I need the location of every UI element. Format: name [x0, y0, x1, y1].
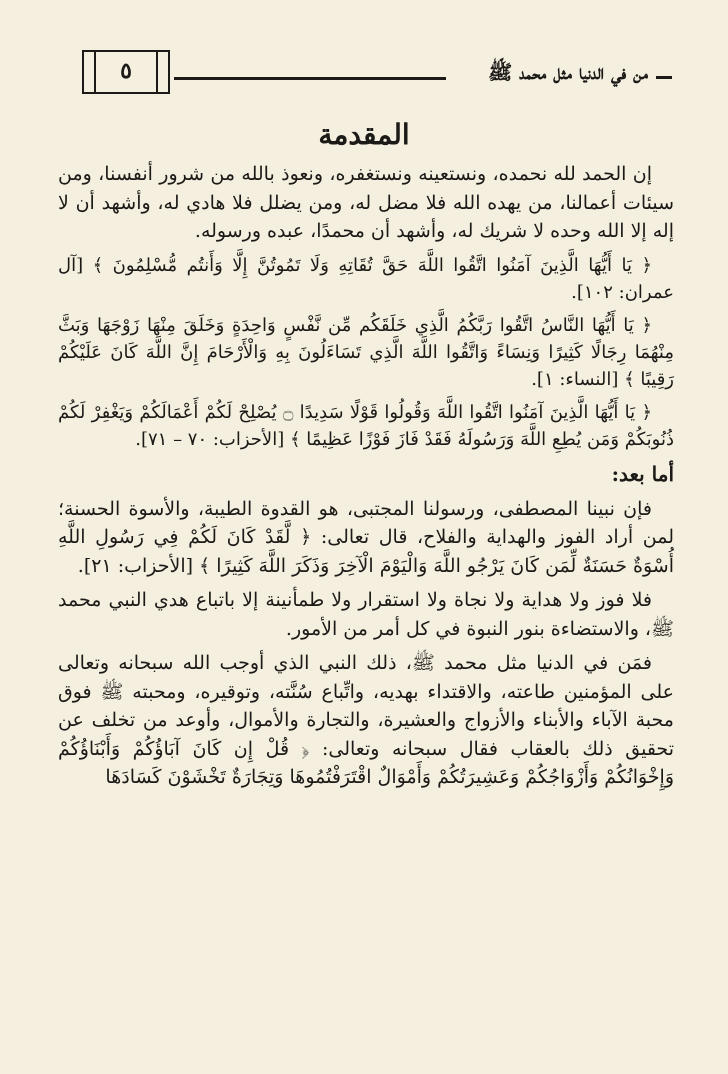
section-title: المقدمة [318, 118, 410, 151]
running-title: من في الدنيا مثل محمد ﷺ [488, 60, 648, 84]
page-number-box [82, 50, 170, 94]
page-number: ٥ [120, 58, 132, 84]
paragraph-no-success: فلا فوز ولا هداية ولا نجاة ولا استقرار ولا طمأنينة إلا باتباع هدي النبي محمد ﷺ، والاستضاءة بنور النبوة في كل أمر من الأمور. [58, 589, 674, 640]
page-header [62, 50, 672, 104]
paragraph-opening: إن الحمد لله نحمده، ونستعينه ونستغفره، ونعوذ بالله من شرور أنفسنا، ومن سيئات أعمالنا، من يهده الله فلا مضل له، ومن يضلل فلا هادي له، وأشهد أن لا إله إلا الله وحده لا شريك له، وأشهد أن محمدًا، عبده ورسوله. [58, 163, 674, 242]
verse-al-ahzab: ﴿ يَا أَيُّهَا الَّذِينَ آمَنُوا اتَّقُوا اللَّهَ وَقُولُوا قَوْلًا سَدِيدًا ۝ يُصْلِحْ لَكُمْ أَعْمَالَكُمْ وَيَغْفِرْ لَكُمْ ذُنُوبَكُمْ وَمَن يُطِعِ اللَّهَ وَرَسُولَهُ فَقَدْ فَازَ فَوْزًا عَظِيمًا ﴾ [الأحزاب: ٧٠ – ٧١]. [58, 401, 674, 450]
header-rule [174, 77, 446, 80]
body-text [58, 160, 674, 798]
verse-an-nisa: ﴿ يَا أَيُّهَا النَّاسُ اتَّقُوا رَبَّكُمُ الَّذِي خَلَقَكُم مِّن نَّفْسٍ وَاحِدَةٍ وَخَلَقَ مِنْهَا زَوْجَهَا وَبَثَّ مِنْهُمَا رِجَالًا كَثِيرًا وَنِسَاءً وَاتَّقُوا اللَّهَ الَّذِي تَسَاءَلُونَ بِهِ وَالْأَرْحَامَ إِنَّ اللَّهَ كَانَ عَلَيْكُمْ رَقِيبًا ﴾ [النساء: ١]. [58, 314, 674, 390]
paragraph-uswa: فإن نبينا المصطفى، ورسولنا المجتبى، هو القدوة الطيبة، والأسوة الحسنة؛ لمن أراد الفوز والهداية والفلاح، قال تعالى: ﴿ لَّقَدْ كَانَ لَكُمْ فِي رَسُولِ اللَّهِ أُسْوَةٌ حَسَنَةٌ لِّمَن كَانَ يَرْجُو اللَّهَ وَالْيَوْمَ الْآخِرَ وَذَكَرَ اللَّهَ كَثِيرًا ﴾ [الأحزاب: ٢١]. [58, 497, 674, 577]
amma-bad-heading: أما بعد: [611, 461, 674, 486]
header-dash [656, 76, 672, 79]
verse-al-imran: ﴿ يَا أَيُّهَا الَّذِينَ آمَنُوا اتَّقُوا اللَّهَ حَقَّ تُقَاتِهِ وَلَا تَمُوتُنَّ إِلَّا وَأَنتُم مُّسْلِمُونَ ﴾ [آل عمران: ١٠٢]. [58, 254, 674, 303]
paragraph-who-like-muhammad: فمَن في الدنيا مثل محمد ﷺ، ذلك النبي الذي أوجب الله سبحانه وتعالى على المؤمنين طاعته، والاقتداء بهديه، واتِّباع سُنَّته، وتوقيره، ومحبته ﷺ فوق محبة الآباء والأبناء والأزواج والعشيرة، والتجارة والأموال، وأوعد من تخلف عن تحقيق ذلك بالعقاب فقال سبحانه وتعالى: ﴿ قُلْ إِن كَانَ آبَاؤُكُمْ وَأَبْنَاؤُكُمْ وَإِخْوَانُكُمْ وَأَزْوَاجُكُمْ وَعَشِيرَتُكُمْ وَأَمْوَالٌ اقْتَرَفْتُمُوهَا وَتِجَارَةٌ تَخْشَوْنَ كَسَادَهَا [58, 652, 674, 788]
